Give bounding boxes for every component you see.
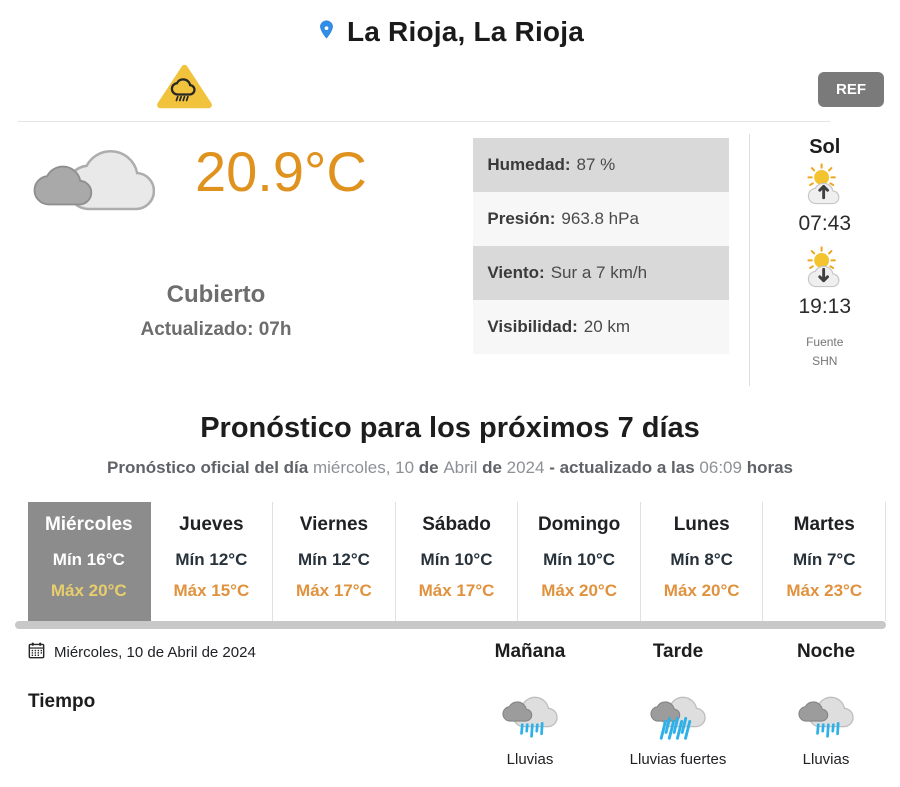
forecast-table: [28, 502, 886, 621]
source-label: Fuente: [806, 335, 844, 349]
current-conditions: [0, 122, 900, 384]
period-night: Noche: [796, 641, 856, 662]
ref-button[interactable]: REF: [818, 72, 884, 107]
rain-icon: [501, 689, 559, 750]
weather-row-label: Tiempo: [28, 691, 96, 712]
detail-humidity: Humedad: 87 %: [473, 138, 728, 192]
condition-label: Lluvias: [802, 751, 850, 768]
rain-warning-icon: [156, 64, 213, 116]
period-afternoon: Tarde: [652, 641, 704, 662]
condition-label: Lluvias fuertes: [629, 751, 727, 768]
forecast-day-sabado[interactable]: Sábado Mín 10°C Máx 17°C: [396, 502, 519, 621]
updated-time: Actualizado: 07h: [140, 319, 292, 340]
page-title: La Rioja, La Rioja: [347, 16, 584, 47]
selected-date-text: Miércoles, 10 de Abril de 2024: [54, 643, 256, 661]
sunset-time: 19:13: [798, 295, 852, 318]
sun-title: Sol: [809, 136, 841, 158]
forecast-day-viernes[interactable]: Viernes Mín 12°C Máx 17°C: [273, 502, 396, 621]
forecast-day-lunes[interactable]: Lunes Mín 8°C Máx 20°C: [641, 502, 764, 621]
forecast-scrollbar[interactable]: [15, 621, 886, 629]
detail-visibility: Visibilidad: 20 km: [473, 300, 728, 354]
period-morning: Mañana: [494, 641, 566, 662]
location-pin-icon: [316, 16, 337, 48]
selected-date: [28, 642, 456, 663]
calendar-icon: [28, 642, 45, 663]
forecast-day-domingo[interactable]: Domingo Mín 10°C Máx 20°C: [518, 502, 641, 621]
weather-row: [0, 689, 900, 768]
current-details: [473, 138, 728, 384]
sunrise-time: 07:43: [798, 212, 852, 235]
day-detail-header: [0, 641, 900, 663]
clouds-icon: [33, 134, 155, 231]
detail-wind: Viento: Sur a 7 km/h: [473, 246, 728, 300]
condition-morning: [456, 689, 604, 768]
sunrise-icon: [750, 163, 900, 212]
forecast-subtitle: Pronóstico oficial del día miércoles, 10 de Abril de 2024 - actualizado a las 06:09 horas: [107, 458, 793, 477]
detail-pressure: Presión: 963.8 hPa: [473, 192, 728, 246]
condition-afternoon: [604, 689, 752, 768]
heavy-rain-icon: [649, 689, 707, 750]
forecast-day-miercoles[interactable]: Miércoles Mín 16°C Máx 20°C: [28, 502, 151, 621]
forecast-day-jueves[interactable]: Jueves Mín 12°C Máx 15°C: [151, 502, 274, 621]
day-detail-section: [0, 641, 900, 768]
forecast-day-martes[interactable]: Martes Mín 7°C Máx 23°C: [763, 502, 886, 621]
header: [0, 0, 900, 122]
condition-night: [752, 689, 900, 768]
forecast-section: [0, 384, 900, 629]
current-summary: [0, 134, 473, 384]
current-condition: Cubierto: [166, 281, 266, 308]
current-temperature: 20.9°C: [195, 140, 367, 203]
source-value: SHN: [812, 354, 838, 368]
header-divider: [18, 121, 830, 122]
forecast-title: Pronóstico para los próximos 7 días: [200, 412, 700, 444]
sun-panel: [749, 134, 900, 386]
location-title-row: [0, 0, 900, 48]
sunset-icon: [750, 246, 900, 295]
condition-label: Lluvias: [506, 751, 554, 768]
rain-icon: [797, 689, 855, 750]
